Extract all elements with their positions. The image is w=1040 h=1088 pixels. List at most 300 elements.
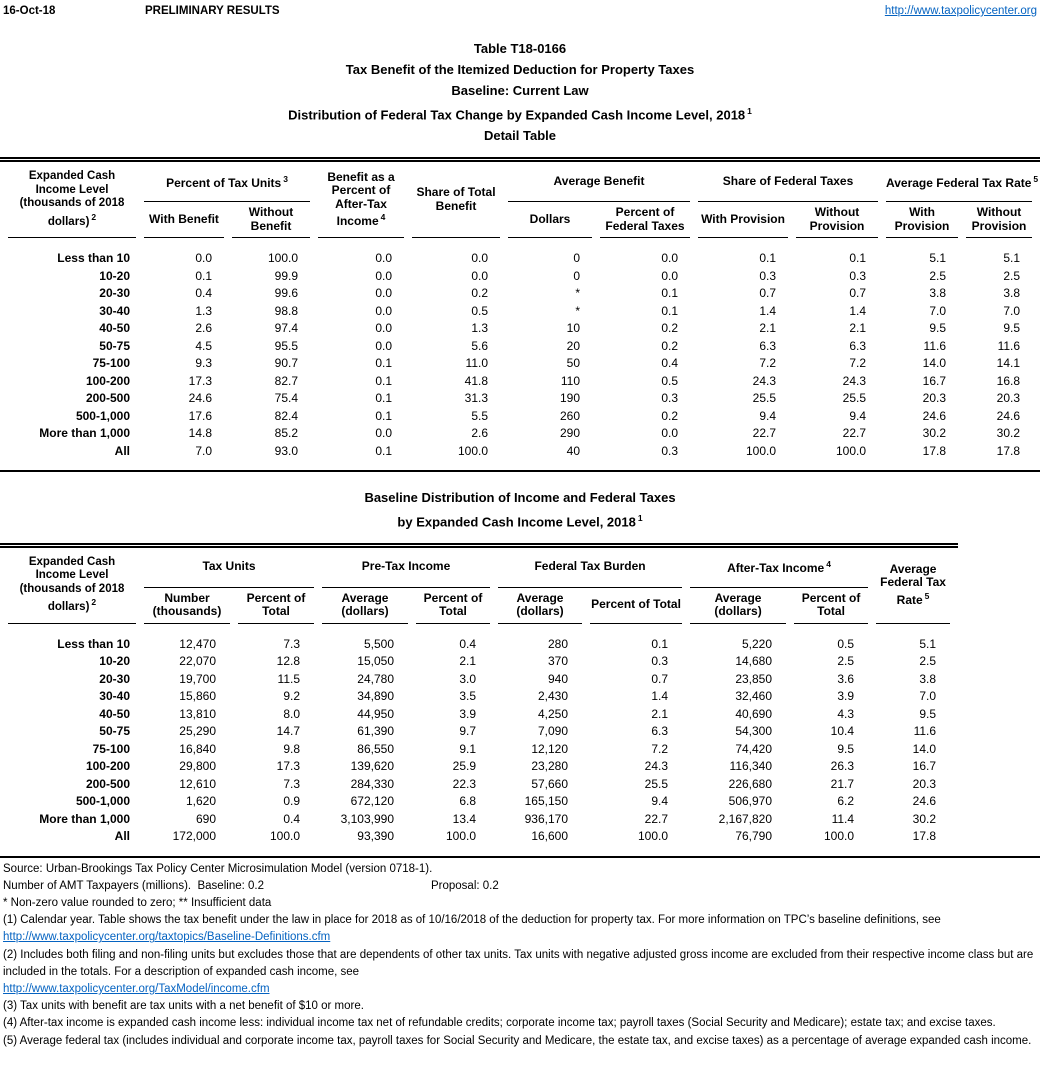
value-cell: 3.9 xyxy=(837,689,855,704)
value-cell: 2,430 xyxy=(537,689,569,704)
value-cell: 9.7 xyxy=(459,724,477,739)
footnote-amt-taxpayers xyxy=(3,878,1037,895)
value-cell: 3.6 xyxy=(837,671,855,686)
value-cell: 100.0 xyxy=(445,829,477,844)
value-cell: 0.3 xyxy=(661,443,679,458)
value-cell: 3.8 xyxy=(929,286,947,301)
col-subheader-percent-of-total: Percent of Total xyxy=(794,588,868,624)
income-level-cell: Less than 10 xyxy=(57,251,130,266)
value-cell: 24,780 xyxy=(357,671,394,686)
value-cell: 0.2 xyxy=(661,321,679,336)
value-cell: 25,290 xyxy=(179,724,216,739)
value-cell: 3.0 xyxy=(459,671,477,686)
value-cell: * xyxy=(575,286,580,301)
value-cell: 11.4 xyxy=(831,811,855,826)
value-cell: 24.3 xyxy=(644,759,669,774)
value-cell: 24.3 xyxy=(752,373,777,388)
value-cell: 0.0 xyxy=(375,251,392,266)
value-cell: 76,790 xyxy=(735,829,773,844)
value-cell: 0.0 xyxy=(375,338,392,353)
value-cell: 41.8 xyxy=(464,373,488,388)
value-cell: 16.8 xyxy=(996,373,1021,388)
value-cell: 25.5 xyxy=(752,391,777,406)
value-cell: 3.8 xyxy=(919,671,937,686)
value-cell: 0.1 xyxy=(195,268,212,283)
value-cell: 17.3 xyxy=(276,759,300,774)
value-cell: 2.5 xyxy=(919,654,937,669)
value-cell: 7.3 xyxy=(283,776,300,791)
value-cell: 2.5 xyxy=(837,654,855,669)
value-cell: 15,860 xyxy=(179,689,216,704)
value-cell: 4,250 xyxy=(537,706,569,721)
value-cell: 22,070 xyxy=(179,654,216,669)
value-cell: 0.4 xyxy=(195,286,212,301)
value-cell: 2.1 xyxy=(849,321,867,336)
col-subheader-share-without-provision: Without Provision xyxy=(796,202,878,238)
value-cell: 74,420 xyxy=(735,741,773,756)
value-cell: 4.5 xyxy=(195,338,212,353)
value-cell: 0.3 xyxy=(849,268,867,283)
value-cell: 20.3 xyxy=(996,391,1021,406)
value-cell: 0.4 xyxy=(459,636,477,651)
value-cell: 0 xyxy=(573,268,580,283)
col-header-share-of-total-benefit: Share of Total Benefit xyxy=(412,162,500,238)
tax-benefit-detail-table xyxy=(0,157,1040,472)
value-cell: 0.0 xyxy=(661,251,679,266)
table-row xyxy=(8,320,1032,338)
expanded-cash-income-link[interactable]: http://www.taxpolicycenter.org/TaxModel/income.cfm xyxy=(3,983,270,996)
value-cell: 14.8 xyxy=(188,426,212,441)
value-cell: 6.8 xyxy=(459,794,477,809)
value-cell: 5,220 xyxy=(742,636,773,651)
table-row xyxy=(8,723,950,741)
value-cell: 11.0 xyxy=(465,356,488,371)
value-cell: 97.4 xyxy=(274,321,298,336)
value-cell: 5.5 xyxy=(471,408,488,423)
baseline-definitions-link[interactable]: http://www.taxpolicycenter.org/taxtopics/Baseline-Definitions.cfm xyxy=(3,931,331,944)
table-row xyxy=(8,741,950,759)
value-cell: 7.0 xyxy=(195,443,212,458)
value-cell: 9.4 xyxy=(849,408,867,423)
value-cell: 9.5 xyxy=(837,741,855,756)
value-cell: 12,610 xyxy=(179,776,216,791)
value-cell: 85.2 xyxy=(274,426,298,441)
value-cell: 12,470 xyxy=(179,636,216,651)
title-detail-table: Detail Table xyxy=(483,128,556,144)
value-cell: 0.3 xyxy=(651,654,669,669)
value-cell: 75.4 xyxy=(274,391,298,406)
value-cell: 100.0 xyxy=(269,829,300,844)
value-cell: 2.5 xyxy=(1003,268,1021,283)
table-row xyxy=(8,828,950,856)
value-cell: 139,620 xyxy=(350,759,394,774)
value-cell: 11.6 xyxy=(913,724,937,739)
table-row xyxy=(8,776,950,794)
value-cell: 0.0 xyxy=(195,251,212,266)
value-cell: 17.3 xyxy=(188,373,212,388)
value-cell: 0.4 xyxy=(283,811,300,826)
value-cell: 21.7 xyxy=(830,776,855,791)
value-cell: 940 xyxy=(547,671,569,686)
value-cell: 0.1 xyxy=(661,303,679,318)
table-number: Table T18-0166 xyxy=(473,41,567,56)
income-level-cell: 20-30 xyxy=(99,286,130,301)
value-cell: 5.1 xyxy=(919,636,937,651)
col-subheader-percent-of-total: Percent of Total xyxy=(238,588,314,624)
value-cell: 0.4 xyxy=(661,356,679,371)
value-cell: 100.0 xyxy=(745,443,777,458)
value-cell: 100.0 xyxy=(638,829,669,844)
value-cell: 14.0 xyxy=(912,741,937,756)
value-cell: 13,810 xyxy=(179,706,216,721)
value-cell: 17.8 xyxy=(922,443,947,458)
col-subheader-without-benefit: Without Benefit xyxy=(232,202,310,238)
value-cell: 690 xyxy=(195,811,216,826)
value-cell: 0.5 xyxy=(471,303,488,318)
value-cell: 0.2 xyxy=(661,408,679,423)
value-cell: 290 xyxy=(559,426,580,441)
value-cell: 2,167,820 xyxy=(718,811,773,826)
value-cell: 14,680 xyxy=(735,654,773,669)
col-subheader-average-dollars: Average (dollars) xyxy=(498,588,582,624)
title-subject: Tax Benefit of the Itemized Deduction for Property Taxes xyxy=(345,62,695,77)
value-cell: 0.1 xyxy=(651,636,669,651)
value-cell: 0.0 xyxy=(375,426,392,441)
income-level-cell: 50-75 xyxy=(99,724,130,739)
table-row xyxy=(8,688,950,706)
value-cell: 5.1 xyxy=(929,251,947,266)
value-cell: 10.4 xyxy=(830,724,855,739)
value-cell: 110 xyxy=(560,373,580,388)
value-cell: 0 xyxy=(573,251,580,266)
value-cell: 3.9 xyxy=(459,706,477,721)
value-cell: 22.7 xyxy=(752,426,777,441)
value-cell: 24.6 xyxy=(912,794,937,809)
value-cell: 936,170 xyxy=(524,811,569,826)
value-cell: 2.1 xyxy=(651,706,669,721)
footnote-legend: * Non-zero value rounded to zero; ** Insufficient data xyxy=(3,897,272,910)
value-cell: 7.2 xyxy=(651,741,669,756)
value-cell: 20.3 xyxy=(922,391,947,406)
income-level-cell: 200-500 xyxy=(85,776,130,791)
table-row xyxy=(8,443,1032,471)
value-cell: 99.6 xyxy=(274,286,298,301)
col-header-after-tax-income: After-Tax Income $^4$ xyxy=(690,548,868,588)
value-cell: 17.8 xyxy=(996,443,1021,458)
col-subheader-average-dollars: Average (dollars) xyxy=(690,588,786,624)
value-cell: 14.7 xyxy=(276,724,300,739)
income-level-cell: 100-200 xyxy=(85,759,130,774)
income-level-cell: 500-1,000 xyxy=(75,408,130,423)
baseline-title-line2: by Expanded Cash Income Level, 2018 $^1$ xyxy=(397,513,643,530)
value-cell: 7.2 xyxy=(759,356,777,371)
value-cell: 7.0 xyxy=(929,303,947,318)
value-cell: 9.1 xyxy=(459,741,477,756)
preliminary-results-label: PRELIMINARY RESULTS xyxy=(145,5,280,17)
value-cell: 2.6 xyxy=(471,426,488,441)
top-bar xyxy=(0,0,1040,17)
value-cell: 0.3 xyxy=(759,268,777,283)
value-cell: 86,550 xyxy=(357,741,394,756)
value-cell: 172,000 xyxy=(172,829,216,844)
table-row xyxy=(8,355,1032,373)
col-header-federal-tax-burden: Federal Tax Burden xyxy=(498,548,682,588)
value-cell: 0.1 xyxy=(375,443,392,458)
col-header-average-federal-tax-rate: Average Federal Tax Rate $^5$ xyxy=(886,162,1032,202)
value-cell: 24.6 xyxy=(922,408,947,423)
value-cell: 9.4 xyxy=(759,408,777,423)
col-subheader-rate-with-provision: With Provision xyxy=(886,202,958,238)
table-row xyxy=(8,408,1032,426)
value-cell: 17.6 xyxy=(188,408,212,423)
table2-body xyxy=(8,624,950,856)
value-cell: 9.5 xyxy=(929,321,947,336)
value-cell: 34,890 xyxy=(357,689,394,704)
value-cell: 82.7 xyxy=(274,373,298,388)
value-cell: 10 xyxy=(566,321,580,336)
title-baseline: Baseline: Current Law xyxy=(451,83,589,98)
value-cell: 190 xyxy=(559,391,580,406)
table-row xyxy=(8,425,1032,443)
value-cell: 26.3 xyxy=(830,759,855,774)
table-row xyxy=(8,758,950,776)
income-level-cell: 500-1,000 xyxy=(75,794,130,809)
col-header-share-of-federal-taxes: Share of Federal Taxes xyxy=(698,162,878,202)
income-level-cell: 100-200 xyxy=(85,373,130,388)
value-cell: 0.9 xyxy=(283,794,300,809)
income-level-cell: Less than 10 xyxy=(57,636,130,651)
value-cell: 1.4 xyxy=(651,689,669,704)
footnote-1: (1) Calendar year. Table shows the tax benefit under the law in place for 2018 as of 10/16/2018 of the deduction for property tax. For more information on TPC’s baseline definitions, see xyxy=(3,914,941,927)
baseline-table-title xyxy=(0,487,1040,532)
value-cell: 20 xyxy=(566,338,580,353)
value-cell: 8.0 xyxy=(283,706,300,721)
income-level-cell: 40-50 xyxy=(99,321,130,336)
value-cell: 13.4 xyxy=(452,811,477,826)
value-cell: 0.3 xyxy=(661,391,679,406)
value-cell: 23,280 xyxy=(531,759,569,774)
value-cell: 7.3 xyxy=(283,636,300,651)
value-cell: 9.5 xyxy=(919,706,937,721)
value-cell: 29,800 xyxy=(179,759,216,774)
value-cell: 22.7 xyxy=(644,811,669,826)
table-row xyxy=(8,671,950,689)
value-cell: 165,150 xyxy=(524,794,569,809)
col-header-pre-tax-income: Pre-Tax Income xyxy=(322,548,490,588)
value-cell: 0.7 xyxy=(849,286,867,301)
value-cell: 90.7 xyxy=(274,356,298,371)
value-cell: 14.0 xyxy=(922,356,947,371)
value-cell: 16.7 xyxy=(912,759,937,774)
table-row xyxy=(8,238,1032,268)
value-cell: 5.1 xyxy=(1003,251,1021,266)
footnote-source: Source: Urban-Brookings Tax Policy Center Microsimulation Model (version 0718-1). xyxy=(3,862,433,875)
value-cell: 2.1 xyxy=(759,321,777,336)
table1-body xyxy=(8,238,1032,470)
value-cell: 0.0 xyxy=(471,268,488,283)
value-cell: 0.0 xyxy=(661,268,679,283)
value-cell: 11.5 xyxy=(277,671,300,686)
value-cell: 0.1 xyxy=(375,408,392,423)
taxpolicycenter-link[interactable]: http://www.taxpolicycenter.org xyxy=(884,5,1037,17)
income-level-cell: 75-100 xyxy=(92,356,130,371)
value-cell: 2.1 xyxy=(459,654,477,669)
footnote-4: (4) After-tax income is expanded cash income less: individual income tax net of refundable credits; corporate income tax; payroll taxes (Social Security and Medicare); estate tax; and excise taxes. xyxy=(3,1017,996,1030)
col-subheader-average-dollars: Average (dollars) xyxy=(322,588,408,624)
value-cell: 30.2 xyxy=(912,811,937,826)
date-label: 16-Oct-18 xyxy=(3,5,56,17)
table-row xyxy=(8,706,950,724)
value-cell: 2.5 xyxy=(929,268,947,283)
value-cell: 0.0 xyxy=(375,268,392,283)
table-row xyxy=(8,268,1032,286)
value-cell: 672,120 xyxy=(350,794,394,809)
value-cell: 1.4 xyxy=(759,303,777,318)
value-cell: 25.5 xyxy=(842,391,867,406)
value-cell: 23,850 xyxy=(735,671,773,686)
value-cell: 32,460 xyxy=(735,689,773,704)
table-row xyxy=(8,285,1032,303)
col-header-average-federal-tax-rate: Average Federal Tax Rate $^5$ xyxy=(876,548,950,624)
col-header-income-level: Expanded Cash Income Level (thousands of 2018 dollars) $^2$ xyxy=(8,162,136,238)
value-cell: 11.6 xyxy=(923,338,947,353)
value-cell: 11.6 xyxy=(997,338,1021,353)
col-header-percent-of-tax-units: Percent of Tax Units $^3$ xyxy=(144,162,310,202)
col-subheader-number-thousands: Number (thousands) xyxy=(144,588,230,624)
col-header-average-benefit: Average Benefit xyxy=(508,162,690,202)
footnote-5: (5) Average federal tax (includes individual and corporate income tax, payroll taxes for Social Security and Medicare, the estate tax, and excise taxes) as a percentage of average expanded cash income. xyxy=(3,1034,1032,1047)
value-cell: 226,680 xyxy=(728,776,773,791)
income-level-cell: 10-20 xyxy=(99,654,130,669)
value-cell: 0.0 xyxy=(471,251,488,266)
col-subheader-dollars: Dollars xyxy=(508,202,592,238)
value-cell: 9.8 xyxy=(283,741,300,756)
income-level-cell: 30-40 xyxy=(99,303,130,318)
value-cell: 7.2 xyxy=(849,356,867,371)
value-cell: 5,500 xyxy=(363,636,394,651)
col-subheader-share-with-provision: With Provision xyxy=(698,202,788,238)
col-subheader-rate-without-provision: Without Provision xyxy=(966,202,1032,238)
value-cell: 116,340 xyxy=(729,759,773,774)
value-cell: 16.7 xyxy=(922,373,947,388)
value-cell: 50 xyxy=(566,356,580,371)
value-cell: 1.3 xyxy=(471,321,488,336)
value-cell: 0.0 xyxy=(375,286,392,301)
value-cell: 19,700 xyxy=(179,671,216,686)
value-cell: 93.0 xyxy=(274,443,298,458)
value-cell: 6.3 xyxy=(849,338,867,353)
value-cell: 0.5 xyxy=(837,636,855,651)
value-cell: 20.3 xyxy=(912,776,937,791)
value-cell: 100.0 xyxy=(824,829,855,844)
value-cell: 1,620 xyxy=(185,794,216,809)
footnote-3: (3) Tax units with benefit are tax units with a net benefit of $10 or more. xyxy=(3,1000,364,1013)
amt-proposal-value: Proposal: 0.2 xyxy=(431,879,499,892)
title-block xyxy=(0,38,1040,146)
income-level-cell: 40-50 xyxy=(99,706,130,721)
value-cell: 7.0 xyxy=(1003,303,1021,318)
income-level-cell: 30-40 xyxy=(99,689,130,704)
value-cell: 4.3 xyxy=(837,706,855,721)
table-row xyxy=(8,338,1032,356)
value-cell: 61,390 xyxy=(357,724,394,739)
value-cell: 12,120 xyxy=(531,741,569,756)
value-cell: 54,300 xyxy=(735,724,773,739)
income-level-cell: More than 1,000 xyxy=(39,426,130,441)
title-distribution: Distribution of Federal Tax Change by Expanded Cash Income Level, 2018 $^1$ xyxy=(288,106,752,123)
value-cell: 0.0 xyxy=(375,303,392,318)
value-cell: 24.6 xyxy=(188,391,212,406)
value-cell: 0.0 xyxy=(661,426,679,441)
value-cell: 22.7 xyxy=(842,426,867,441)
value-cell: 3.5 xyxy=(459,689,477,704)
income-level-cell: 75-100 xyxy=(92,741,130,756)
value-cell: 40,690 xyxy=(735,706,773,721)
value-cell: 6.3 xyxy=(759,338,777,353)
value-cell: 14.1 xyxy=(996,356,1021,371)
value-cell: 280 xyxy=(547,636,569,651)
value-cell: 3,103,990 xyxy=(340,811,394,826)
value-cell: 100.0 xyxy=(835,443,867,458)
value-cell: 0.1 xyxy=(375,356,392,371)
value-cell: 30.2 xyxy=(922,426,947,441)
value-cell: 95.5 xyxy=(274,338,298,353)
value-cell: 6.3 xyxy=(651,724,669,739)
col-subheader-percent-of-total: Percent of Total xyxy=(590,588,682,624)
amt-baseline-value: Number of AMT Taxpayers (millions). Baseline: 0.2 xyxy=(3,879,264,892)
value-cell: 93,390 xyxy=(357,829,394,844)
col-header-tax-units: Tax Units xyxy=(144,548,314,588)
value-cell: 9.4 xyxy=(651,794,669,809)
value-cell: 260 xyxy=(559,408,580,423)
table-row xyxy=(8,303,1032,321)
value-cell: 0.5 xyxy=(661,373,679,388)
value-cell: 99.9 xyxy=(274,268,298,283)
col-subheader-with-benefit: With Benefit xyxy=(144,202,224,238)
value-cell: 82.4 xyxy=(274,408,298,423)
value-cell: 24.3 xyxy=(842,373,867,388)
value-cell: 3.8 xyxy=(1003,286,1021,301)
value-cell: 17.8 xyxy=(912,829,937,844)
value-cell: 9.5 xyxy=(1003,321,1021,336)
value-cell: 25.5 xyxy=(644,776,669,791)
value-cell: 31.3 xyxy=(464,391,488,406)
value-cell: 40 xyxy=(566,443,580,458)
value-cell: 1.4 xyxy=(849,303,867,318)
value-cell: 0.1 xyxy=(375,373,392,388)
value-cell: 15,050 xyxy=(357,654,394,669)
value-cell: 0.2 xyxy=(471,286,488,301)
value-cell: 6.2 xyxy=(837,794,855,809)
value-cell: * xyxy=(575,303,580,318)
income-level-cell: More than 1,000 xyxy=(39,811,130,826)
table-row xyxy=(8,624,950,654)
value-cell: 24.6 xyxy=(996,408,1021,423)
value-cell: 0.0 xyxy=(375,321,392,336)
value-cell: 16,840 xyxy=(179,741,216,756)
value-cell: 0.7 xyxy=(651,671,669,686)
value-cell: 0.2 xyxy=(661,338,679,353)
value-cell: 100.0 xyxy=(267,251,298,266)
income-level-cell: 50-75 xyxy=(99,338,130,353)
value-cell: 30.2 xyxy=(996,426,1021,441)
value-cell: 506,970 xyxy=(728,794,773,809)
col-subheader-percent-of-federal-taxes: Percent of Federal Taxes xyxy=(600,202,690,238)
baseline-title-line1: Baseline Distribution of Income and Federal Taxes xyxy=(364,490,676,506)
value-cell: 0.1 xyxy=(661,286,679,301)
value-cell: 284,330 xyxy=(350,776,394,791)
value-cell: 0.7 xyxy=(759,286,777,301)
